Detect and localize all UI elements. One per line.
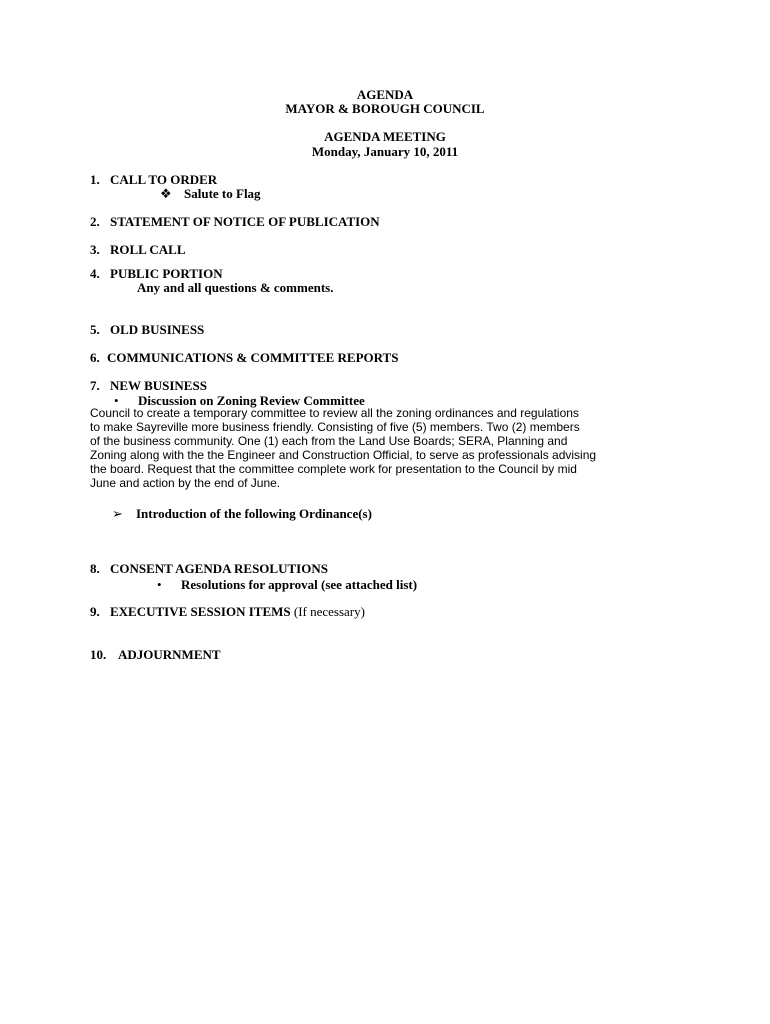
round-bullet-icon: • [114, 393, 119, 408]
item-label: ROLL CALL [110, 242, 186, 257]
item-label: CALL TO ORDER [110, 172, 218, 187]
round-bullet-icon: • [157, 577, 162, 592]
item-label: STATEMENT OF NOTICE OF PUBLICATION [110, 214, 380, 229]
item-number: 10. [90, 647, 107, 662]
sub-item-ordinance [112, 507, 372, 521]
paragraph-line: Council to create a temporary committee to review all the zoning ordinances and regulations [90, 406, 579, 420]
agenda-item-old-business [90, 323, 204, 337]
paragraph-line: the board. Request that the committee complete work for presentation to the Council by mid [90, 462, 577, 476]
item-number: 2. [90, 214, 100, 229]
item-number: 9. [90, 604, 100, 619]
item-label: PUBLIC PORTION [110, 266, 223, 281]
heading-council: MAYOR & BOROUGH COUNCIL [285, 101, 485, 116]
item-number: 3. [90, 242, 100, 257]
item-number: 7. [90, 378, 100, 393]
paragraph-line: Zoning along with the the Engineer and Construction Official, to serve as professionals advising [90, 448, 597, 462]
agenda-item-adjournment [90, 648, 221, 662]
heading-meeting-type: AGENDA MEETING [324, 129, 446, 144]
sub-item-label: Salute to Flag [184, 186, 261, 201]
item-label: COMMUNICATIONS & COMMITTEE REPORTS [107, 350, 399, 365]
item-label: NEW BUSINESS [110, 378, 207, 393]
arrow-bullet-icon: ➢ [112, 506, 123, 521]
sub-item-label: Introduction of the following Ordinance(s) [136, 506, 372, 521]
diamond-bullet-icon: ❖ [160, 186, 172, 201]
item-note: (If necessary) [293, 604, 365, 619]
paragraph-line: June and action by the end of June. [90, 476, 281, 490]
agenda-item-public-portion [90, 267, 223, 281]
sub-item-resolutions [157, 578, 417, 592]
paragraph-line: of the business community. One (1) each from the Land Use Boards; SERA, Planning and [90, 434, 568, 448]
sub-item-label: Discussion on Zoning Review Committee [138, 393, 365, 408]
zoning-description [90, 406, 690, 490]
item-label: EXECUTIVE SESSION ITEMS [110, 604, 291, 619]
agenda-item-notice [90, 215, 380, 229]
heading-meeting-date: Monday, January 10, 2011 [311, 144, 459, 159]
item-number: 4. [90, 266, 100, 281]
item-number: 8. [90, 561, 100, 576]
agenda-item-executive-session [90, 605, 365, 619]
item-label: OLD BUSINESS [110, 322, 205, 337]
sub-item-salute [160, 187, 261, 201]
agenda-item-call-to-order [90, 173, 217, 187]
item-label: ADJOURNMENT [118, 647, 221, 662]
paragraph-line: to make Sayreville more business friendly. Consisting of five (5) members. Two (2) members [90, 420, 580, 434]
agenda-item-roll-call [90, 243, 186, 257]
sub-item-label: Resolutions for approval (see attached list) [181, 577, 418, 592]
item-number: 1. [90, 172, 100, 187]
item-number: 6. [90, 350, 100, 365]
agenda-item-communications [90, 351, 398, 365]
agenda-item-consent-resolutions [90, 562, 328, 576]
public-portion-note: Any and all questions & comments. [137, 280, 334, 295]
item-number: 5. [90, 322, 100, 337]
item-label: CONSENT AGENDA RESOLUTIONS [110, 561, 328, 576]
agenda-item-new-business [90, 379, 207, 393]
heading-agenda: AGENDA [356, 87, 414, 102]
